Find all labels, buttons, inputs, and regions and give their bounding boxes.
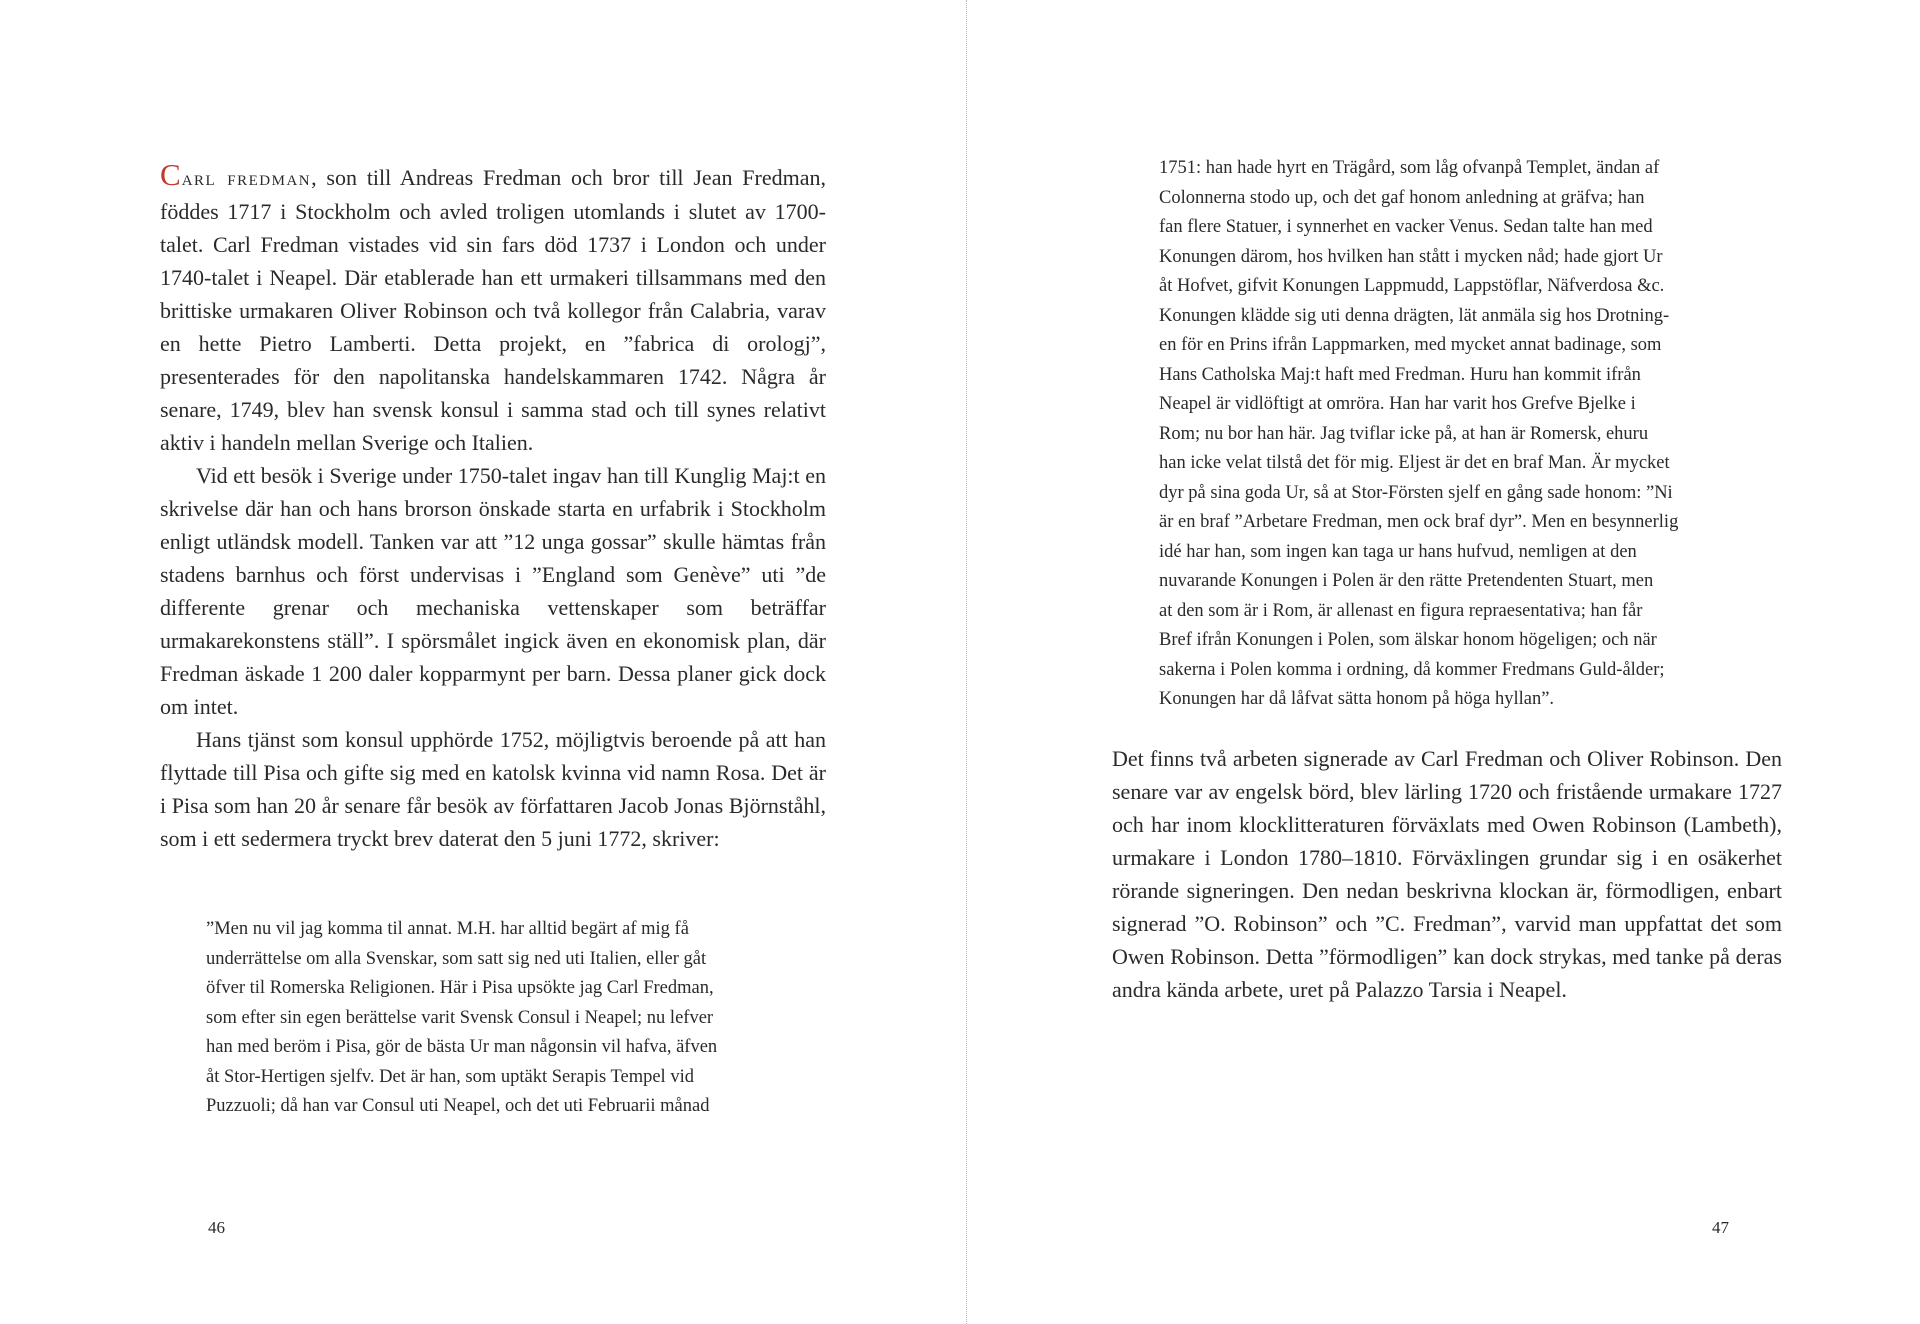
right-body-text	[1112, 742, 1782, 1006]
quote-line: underrättelse om alla Svenskar, som satt sig ned uti Italien, eller gåt	[206, 948, 707, 969]
quote-line: Puzzuoli; då han var Consul uti Neapel, och det uti Februarii månad	[206, 1096, 710, 1116]
quote-line: Hans Catholska Maj:t haft med Fredman. Huru han kommit ifrån	[1159, 364, 1641, 385]
quote-line: Konungen klädde sig uti denna drägten, lät anmäla sig hos Drotning-	[1159, 305, 1670, 326]
page-number-right: 47	[1712, 1218, 1729, 1237]
quote-line: åt Stor-Hertigen sjelfv. Det är han, som uptäkt Serapis Tempel vid	[206, 1066, 694, 1087]
quote-line: en för en Prins ifrån Lappmarken, med mycket annat badinage, som	[1159, 335, 1662, 355]
paragraph-1-text: , son till Andreas Fredman och bror till Jean Fredman, föddes 1717 i Stockholm och avled troligen utomlands i slutet av 1700-talet. Carl Fredman vistades vid sin fars död 1737 i London och under 1740-talet i Neapel. Där etablerade han ett urmakeri tillsammans med den brittiske urmakaren Oliver Robinson och två kollegor från Calabria, varav en hette Pietro Lamberti. Detta projekt, en ”fabrica di orologj”, presenterades för den napolitanska handelskammaren 1742. Några år senare, 1749, blev han svensk konsul i samma stad och till synes relativt aktiv i handeln mellan Sverige och Italien.	[160, 165, 826, 455]
drop-capital: C	[160, 157, 182, 192]
quote-line: öfver til Romerska Religionen. Här i Pisa upsökte jag Carl Fredman,	[206, 978, 714, 998]
quote-line: Rom; nu bor han här. Jag tviflar icke på, at han är Romersk, ehuru	[1159, 423, 1649, 444]
quote-line: fan flere Statuer, i synnerhet en vacker Venus. Sedan talte han med	[1159, 217, 1653, 237]
quote-line: Colonnerna stodo up, och det gaf honom anledning at gräfva; han	[1159, 187, 1645, 208]
quote-line: ”Men nu vil jag komma til annat. M.H. har alltid begärt af mig få	[206, 919, 689, 939]
paragraph-2: Vid ett besök i Sverige under 1750-talet ingav han till Kunglig Maj:t en skrivelse där han och hans brorson önskade starta en urfabrik i Stockholm enligt utländsk modell. Tanken var att ”12 unga gossar” skulle hämtas från stadens barnhus och först undervisas i ”England som Genève” uti ”de differente grenar och mechaniska vettenskaper som beträffar urmakarekonstens ställ”. I spörsmålet ingick även en ekonomisk plan, där Fredman äskade 1 200 daler kopparmynt per barn. Dessa planer gick dock om intet.	[160, 463, 826, 719]
quote-line: Neapel är vidlöftigt at omröra. Han har varit hos Grefve Bjelke i	[1159, 394, 1636, 414]
paragraph-3: Hans tjänst som konsul upphörde 1752, möjligtvis beroende på att han flyttade till Pisa och gifte sig med en katolsk kvinna vid namn Rosa. Det är i Pisa som han 20 år senare får besök av författaren Jacob Jonas Björnståhl, som i ett sedermera tryckt brev daterat den 5 juni 1772, skriver:	[160, 727, 826, 851]
paragraph-4: Det finns två arbeten signerade av Carl Fredman och Oliver Robinson. Den senare var av engelsk börd, blev lärling 1720 och fristående urmakare 1727 och har inom klocklitteraturen förväxlats med Owen Robinson (Lambeth), urmakare i London 1780–1810. Förväxlingen grundar sig i en osäkerhet rörande signeringen. Den nedan beskrivna klockan är, förmodligen, enbart signerad ”O. Robinson” och ”C. Fredman”, varvid man uppfattat det som Owen Robinson. Detta ”förmodligen” kan dock strykas, med tanke på deras andra kända arbete, uret på Palazzo Tarsia i Neapel.	[1112, 746, 1782, 1002]
quote-line: är en braf ”Arbetare Fredman, men ock braf dyr”. Men en besynnerlig	[1159, 512, 1679, 532]
quote-line: han med beröm i Pisa, gör de bästa Ur man någonsin vil hafva, äfven	[206, 1037, 718, 1057]
quote-line: Bref ifrån Konungen i Polen, som älskar honom högeligen; och när	[1159, 630, 1657, 650]
quote-line: han icke velat tilstå det för mig. Eljest är det en braf Man. Är mycket	[1159, 453, 1670, 473]
right-block-quote	[1159, 154, 1749, 715]
page-number-left: 46	[208, 1218, 225, 1237]
quote-line: nuvarande Konungen i Polen är den rätte Pretendenten Stuart, men	[1159, 571, 1654, 591]
quote-line: Konungen har då låfvat sätta honom på höga hyllan”.	[1159, 689, 1555, 709]
quote-line: dyr på sina goda Ur, så at Stor-Försten sjelf en gång sade honom: ”Ni	[1159, 482, 1673, 503]
quote-line: sakerna i Polen komma i ordning, då kommer Fredmans Guld-ålder;	[1159, 659, 1665, 680]
quote-line: idé har han, som ingen kan taga ur hans hufvud, nemligen at den	[1159, 541, 1637, 562]
quote-line: 1751: han hade hyrt en Trägård, som låg ofvanpå Templet, ändan af	[1159, 158, 1660, 178]
quote-line: som efter sin egen berättelse varit Svensk Consul i Neapel; nu lefver	[206, 1007, 714, 1028]
opening-smallcaps: arl fredman	[181, 166, 312, 190]
quote-line: åt Hofvet, gifvit Konungen Lappmudd, Lappstöflar, Näfverdosa &c.	[1159, 276, 1665, 296]
quote-line: Konungen därom, hos hvilken han stått i mycken nåd; hade gjort Ur	[1159, 246, 1663, 267]
quote-line: at den som är i Rom, är allenast en figura repraesentativa; han får	[1159, 600, 1643, 621]
